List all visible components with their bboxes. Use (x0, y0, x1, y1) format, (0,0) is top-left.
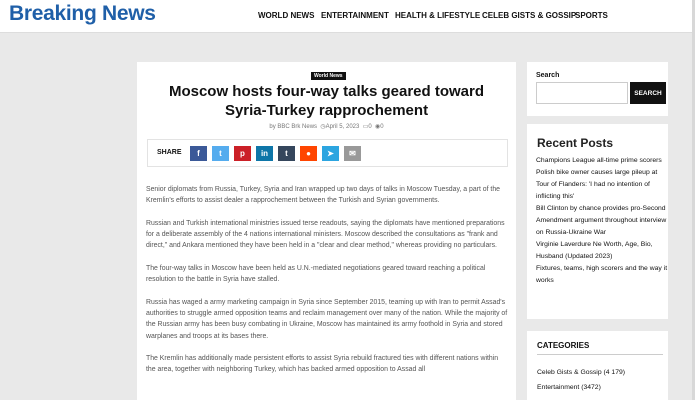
pinterest-share-button[interactable] (234, 146, 251, 161)
reddit-share-button[interactable] (300, 146, 317, 161)
divider (537, 354, 663, 355)
recent-post-link[interactable]: Polish bike owner causes large pileup at Tour of Flanders: 'I had no intention of inflicting this' (536, 169, 658, 200)
twitter-icon: t (219, 149, 222, 158)
comment-icon: ▭ (362, 124, 369, 130)
tumblr-icon: t (285, 149, 288, 158)
recent-posts-title: Recent Posts (537, 136, 614, 150)
article-card (137, 62, 516, 400)
categories-widget (527, 331, 668, 400)
categories-title: CATEGORIES (537, 341, 590, 350)
nav-entertainment[interactable]: ENTERTAINMENT (321, 11, 389, 20)
article-paragraph: Russia has waged a army marketing campaign in Syria since September 2015, teaming up with Iran to permit Assad's authorities to struggle armed opposition teams and reclaim management over many of the nation. While the majority of the Russian army has been busy combating in Ukraine, Moscow has maintained its army foothold in Syria and stored warplanes and troops at its bases there. (146, 298, 508, 340)
linkedin-icon: in (260, 149, 269, 158)
nav-celeb-gists[interactable]: CELEB GISTS & GOSSIP (482, 11, 577, 20)
article-paragraph: The four-way talks in Moscow have been held as U.N.-mediated negotiations geared toward reaching a political resolution to the battle in Syria have stalled. (146, 265, 486, 284)
tumblr-share-button[interactable] (278, 146, 295, 161)
share-bar (147, 139, 508, 167)
recent-posts-widget (527, 124, 668, 319)
nav-health-lifestyle[interactable]: HEALTH & LIFESTYLE (395, 11, 481, 20)
author[interactable]: by BBC Brk News (269, 124, 318, 130)
linkedin-share-button[interactable] (256, 146, 273, 161)
article-body (146, 184, 508, 387)
comment-count[interactable]: 0 (368, 124, 372, 130)
recent-post-link[interactable]: Fixtures, teams, high scorers and the way it works (536, 265, 668, 284)
facebook-icon: f (197, 149, 200, 158)
recent-post-link[interactable]: Virginie Laverdure Ne Worth, Age, Bio, Husband (Updated 2023) (536, 241, 653, 260)
recent-post-link[interactable]: Bill Clinton by chance provides pro-Second Amendment argument throughout interview on Russia-Ukraine War (536, 205, 667, 236)
nav-world-news[interactable]: WORLD NEWS (258, 11, 315, 20)
article-paragraph: Senior diplomats from Russia, Turkey, Syria and Iran wrapped up two days of talks in Moscow Tuesday, a part of the Kremlin's efforts to assist dealer a rapprochement between the Turkish and Syrian governments. (146, 186, 501, 205)
category-link[interactable]: Celeb Gists & Gossip (4 179) (537, 369, 626, 376)
telegram-icon: ➤ (327, 149, 334, 158)
facebook-share-button[interactable] (190, 146, 207, 161)
category-link[interactable]: Entertainment (3472) (537, 384, 601, 391)
twitter-share-button[interactable] (212, 146, 229, 161)
article-title: Moscow hosts four-way talks geared toward Syria-Turkey rapprochement (168, 83, 485, 119)
email-share-button[interactable] (344, 146, 361, 161)
site-logo[interactable]: Breaking News (9, 2, 156, 25)
search-label: Search (536, 72, 560, 79)
email-icon: ✉ (349, 149, 356, 158)
pinterest-icon: p (240, 149, 245, 158)
category-badge[interactable]: World News (311, 72, 346, 80)
article-meta (137, 123, 516, 130)
search-widget (527, 62, 668, 116)
search-button[interactable]: SEARCH (630, 82, 666, 104)
eye-icon: ◉ (375, 124, 381, 130)
reddit-icon: ● (306, 149, 311, 158)
article-paragraph: The Kremlin has additionally made persistent efforts to assist Syria rebuild fractured ties with different nations within the area, together with neighboring Turkey, which has backed armed opposition to Assad all (146, 355, 499, 374)
article-paragraph: Russian and Turkish international ministries issued terse readouts, saying the diplomats have mentioned preparations for a deliberate assembly of the 4 nations international ministers. Moscow described the consultations as "frank and direct," and Ankara mentioned they have been held in a "clear and clear method," whereas providing no particulars. (146, 219, 505, 250)
clock-icon: ◷ (320, 124, 326, 130)
recent-post-link[interactable]: Champions League all-time prime scorers (536, 157, 662, 164)
search-input[interactable] (536, 82, 628, 104)
telegram-share-button[interactable] (322, 146, 339, 161)
site-header (0, 0, 695, 33)
view-count: 0 (380, 124, 384, 130)
post-date: April 5, 2023 (325, 124, 360, 130)
share-label: SHARE (157, 149, 182, 156)
nav-sports[interactable]: SPORTS (575, 11, 608, 20)
recent-posts-list (536, 155, 668, 287)
